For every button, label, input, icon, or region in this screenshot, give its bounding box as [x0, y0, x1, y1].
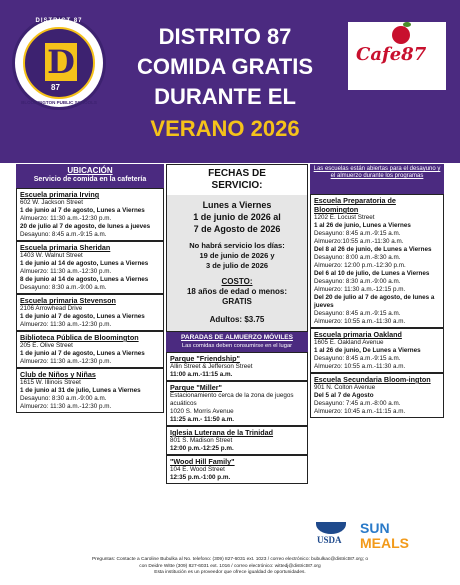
open-school-dates: Del 5 al 7 de Agosto — [314, 392, 374, 399]
site-dates: 1 de junio al 7 de agosto, Lunes a Viernes — [20, 207, 145, 214]
cost-title: COSTO: — [221, 277, 253, 286]
stop-name: "Wood Hill Family" — [170, 457, 235, 466]
site-address: 602 W. Jackson Street — [20, 199, 83, 206]
stop-time: 11:00 a.m.-11:15 a.m. — [170, 371, 233, 378]
open-school-detail: Desayuno: 8:30 a.m.-9:00 a.m. — [314, 278, 401, 285]
open-school-detail: Almuerzo: 11:30 a.m.-12:15 p.m. — [314, 286, 406, 293]
site-name: Escuela primaria Sheridan — [20, 243, 111, 252]
open-school-detail: Almuerzo: 10:55 a.m.-11:30 a.m. — [314, 363, 406, 370]
footer-line-3: Esta institución es un proveedor que ofrece igualdad de oportunidades. — [154, 570, 306, 575]
site-dates: 8 de junio al 14 de agosto, Lunes a Viernes — [20, 276, 149, 283]
site-name: Biblioteca Pública de Bloomington — [20, 333, 139, 342]
site-meal-time: Almuerzo: 11:30 a.m.-12:30 p.m. — [20, 403, 112, 410]
open-schools-column — [310, 164, 444, 418]
header-banner — [0, 0, 460, 163]
open-school-detail: Almuerzo: 12:00 p.m.-12:30 p.m. — [314, 262, 406, 269]
mobile-stop — [166, 352, 308, 381]
site-address: 2106 Arrowhead Drive — [20, 305, 83, 312]
site-meal-time: Desayuno: 8:45 a.m.-9:15 a.m. — [20, 231, 107, 238]
cost-section — [167, 273, 307, 311]
seal-number: 87 — [51, 83, 60, 92]
stop-time: 12:00 p.m.-12:25 p.m. — [170, 445, 234, 452]
stop-name: Parque "Friendship" — [170, 354, 240, 363]
mobile-stops-title: PARADAS DE ALMUERZO MÓVILES — [181, 334, 293, 341]
apple-icon — [392, 26, 410, 44]
mobile-stop — [166, 426, 308, 455]
fechas-line-2: SERVICIO: — [211, 180, 263, 191]
stop-name: Parque "Miller" — [170, 383, 222, 392]
service-dates-column — [166, 164, 308, 484]
site-box — [16, 368, 164, 413]
site-dates: 1 de junio al 7 de agosto, Lunes a Viernes — [20, 350, 145, 357]
title-line-2: COMIDA GRATIS — [137, 54, 313, 79]
open-school-name: Escuela primaria Oakland — [314, 330, 402, 339]
stop-name: Iglesia Luterana de la Trinidad — [170, 428, 274, 437]
stop-address: 104 E. Wood Street — [170, 466, 225, 473]
open-school-box — [310, 328, 444, 373]
open-school-dates: Del 8 al 26 de junio, de Lunes a Viernes — [314, 246, 432, 253]
site-meal-time: Desayuno: 8:30 a.m.-9:00 a.m. — [20, 284, 107, 291]
fechas-line-1: FECHAS DE — [208, 168, 266, 179]
site-box — [16, 294, 164, 331]
open-school-detail: Desayuno: 8:45 a.m.-9:15 a.m. — [314, 355, 401, 362]
mobile-stop — [166, 381, 308, 426]
site-meal-time: Desayuno: 8:30 a.m.-9:00 a.m. — [20, 395, 107, 402]
open-school-detail: 901 N. Colton Avenue — [314, 384, 376, 391]
open-school-box — [310, 194, 444, 328]
stop-address: 1020 S. Morris Avenue — [170, 408, 234, 415]
site-name: Escuela primaria Stevenson — [20, 296, 116, 305]
site-dates: 1 de junio al 31 de julio, Lunes a Viernes — [20, 387, 141, 394]
open-school-detail: 1202 E. Locust Street — [314, 214, 375, 221]
mobile-stops-subtitle: Las comidas deben consumirse en el lugar — [181, 343, 293, 349]
seal-bottom-text: BLOOMINGTON PUBLIC SCHOOLS — [21, 100, 97, 105]
cost-line-2: GRATIS — [222, 297, 252, 306]
usda-text: USDA — [317, 535, 342, 545]
title-line-3: DURANTE EL — [154, 84, 296, 109]
open-school-dates: Del 20 de julio al 7 de agosto, de lunes a jueves — [314, 294, 435, 309]
location-title: UBICACIÓN — [67, 166, 113, 175]
site-box — [16, 331, 164, 368]
site-name: Escuela primaria Irving — [20, 190, 100, 199]
usda-mark — [316, 522, 346, 534]
site-dates: 1 de junio al 14 de agosto, Lunes a Viernes — [20, 260, 149, 267]
open-school-detail: Desayuno: 8:45 a.m.-9:15 a.m. — [314, 230, 401, 237]
site-meal-time: Almuerzo: 11:30 a.m.-12:30 p.m. — [20, 358, 112, 365]
stop-address: Allin Street & Jefferson Street — [170, 363, 253, 370]
open-school-name: Escuela Secundaria Bloom-ington — [314, 375, 431, 384]
title-line-4: VERANO 2026 — [150, 116, 300, 141]
site-meal-time: Almuerzo: 11:30 a.m.-12:30 p.m. — [20, 268, 112, 275]
stop-address: 801 S. Madison Street — [170, 437, 233, 444]
site-address: 1403 W. Walnut Street — [20, 252, 83, 259]
service-dates-title — [167, 165, 307, 195]
leaf-icon — [403, 22, 411, 27]
site-meal-time: Almuerzo: 11:30 a.m.-12:30 p.m. — [20, 215, 112, 222]
open-school-detail: Almuerzo: 10:45 a.m.-11:15 a.m. — [314, 408, 406, 415]
location-header — [16, 164, 164, 188]
footer-line-2: con Deidre Witte (309) 827-6031 ext. 1016 / correo electrónico: wittedj@district87.org — [139, 563, 321, 569]
usda-logo — [316, 522, 346, 550]
open-school-dates: Del 6 al 10 de julio, de Lunes a Viernes — [314, 270, 430, 277]
seal-d-glyph: D — [45, 43, 77, 81]
open-school-name: Escuela Preparatoria de Bloomington — [314, 196, 396, 214]
open-school-detail: Almuerzo: 10:55 a.m.-11:30 a.m. — [314, 318, 406, 325]
noservice-line-2: 19 de junio de 2026 y — [199, 251, 275, 260]
title-line-1: DISTRITO 87 — [158, 24, 292, 49]
noservice-line-1: No habrá servicio los días: — [189, 241, 285, 250]
open-school-detail: Desayuno: 7:45 a.m.-8:00 a.m. — [314, 400, 401, 407]
location-subtitle: Servicio de comida en la cafetería — [33, 176, 147, 183]
service-dates — [167, 195, 307, 239]
open-school-dates: 1 al 26 de junio, Lunes a Viernes — [314, 222, 411, 229]
dates-line-1: Lunes a Viernes — [202, 200, 272, 210]
adult-cost: Adultos: $3.75 — [167, 311, 307, 331]
seal-top-text: DISTRICT 87 — [35, 18, 83, 24]
site-meal-time: Almuerzo: 11:30 a.m.-12:30 p.m. — [20, 321, 112, 328]
dates-line-2: 1 de junio de 2026 al — [193, 212, 281, 222]
sun-meals-logo — [360, 520, 450, 552]
meals-text: MEALS — [360, 535, 409, 551]
mobile-stop — [166, 455, 308, 484]
open-school-detail: Desayuno: 8:45 a.m.-9:15 a.m. — [314, 310, 401, 317]
cost-line-1: 18 años de edad o menos: — [186, 287, 288, 296]
open-school-detail: 1605 E. Oakland Avenue — [314, 339, 384, 346]
footer-line-1: Preguntas: Contacte a Caroline Bubulka al No. telefono: (309) 827-6031 ext. 1023 / correo electrónico: bubulkac@district87.org; o — [91, 557, 369, 562]
stop-time: 12:35 p.m.-1:00 p.m. — [170, 474, 231, 481]
cafe87-logo-text: Cafe87 — [356, 44, 427, 65]
open-school-dates: 1 al 26 de junio, De Lunes a Viernes — [314, 347, 421, 354]
service-dates-box — [166, 164, 308, 332]
site-box — [16, 241, 164, 294]
open-schools-header: Las escuelas están abiertas para el desayuno y el almuerzo durante los programas — [310, 164, 444, 194]
sun-text: SUN — [360, 520, 390, 536]
location-column — [16, 164, 164, 413]
mobile-stops-header — [166, 332, 308, 352]
no-service-days — [167, 239, 307, 273]
site-dates: 1 de junio al 7 de agosto, Lunes a Viernes — [20, 313, 145, 320]
open-school-box — [310, 373, 444, 418]
noservice-line-3: 3 de julio de 2026 — [205, 261, 269, 270]
district-seal-logo — [12, 16, 106, 110]
site-dates: 20 de julio al 7 de agosto, de lunes a jueves — [20, 223, 151, 230]
site-address: 205 E. Olive Street — [20, 342, 73, 349]
site-box — [16, 188, 164, 241]
open-school-detail: Desayuno: 8:00 a.m.-8:30 a.m. — [314, 254, 401, 261]
stop-time: 11:25 a.m.- 11:50 a.m. — [170, 416, 235, 423]
footer-contact — [0, 557, 460, 577]
site-name: Club de Niños y Niñas — [20, 370, 96, 379]
cafe87-logo — [348, 22, 446, 90]
site-address: 1615 W. Illinois Street — [20, 379, 81, 386]
stop-address: Estacionamiento cerca de la zona de juegos acuáticos — [170, 392, 294, 407]
dates-line-3: 7 de Agosto de 2026 — [193, 224, 281, 234]
open-school-detail: Almuerzo:10:55 a.m.-11:30 a.m. — [314, 238, 404, 245]
